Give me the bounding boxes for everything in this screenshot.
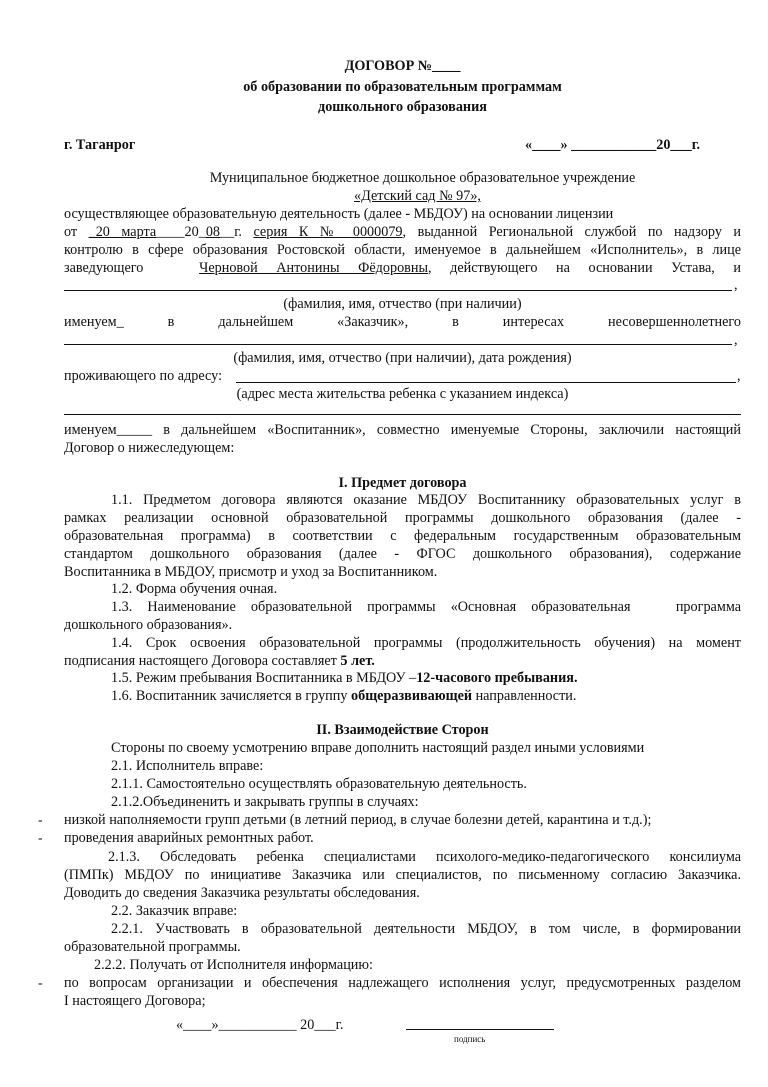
org-name-line2: «Детский сад № 97», [354,188,481,204]
bullet-dash: - [38,976,43,991]
pupil-line: именуем_____ в дальнейшем «Воспитанник», совместно именуемые Стороны, заключили настоящий [64,422,741,438]
text: заведующего [64,260,162,276]
document-title: ДОГОВОР №____ [344,58,461,74]
text: , выданной Региональной службой по надзору и [402,224,742,240]
text: направленности. [472,688,577,704]
signature-label: подпись [454,1034,486,1044]
preamble-line3: осуществляющее образовательную деятельность (далее - МБДОУ) на основании лицензии [64,206,614,222]
text: , действующего на основании Устава, и [428,260,741,276]
document-subtitle-2: дошкольного образования [318,99,487,115]
clause-1-1: 1.1. Предметом договора являются оказание МБДОУ Воспитаннику образовательных услуг в [111,492,741,508]
address-blank[interactable] [236,382,736,383]
clause-1-4: 1.4. Срок освоения образовательной программы (продолжительность обучения) на момент [111,635,741,651]
city: г. Таганрог [64,137,136,153]
bullet-item: низкой наполняемости групп детьми (в летний период, в случае болезни детей, карантина и т.д.); [64,812,652,828]
bullet-dash: - [38,831,43,846]
text: подписания настоящего Договора составляет [64,653,341,669]
document-subtitle-1: об образовании по образовательным программам [243,79,562,95]
stay-mode: 12-часового пребывания. [416,670,578,686]
text: __г. [220,224,254,240]
clause-2-1: 2.1. Исполнитель вправе: [111,758,264,774]
bullet-dash: - [38,813,43,828]
customer-name-blank[interactable] [64,290,732,291]
clause-2-2-1: 2.2.1. Участвовать в образовательной деятельности МБДОУ, в том числе, в формировании [111,921,741,937]
bullet-item: I настоящего Договора; [64,993,206,1009]
clause-1-3: дошкольного образования». [64,617,233,633]
signature-line[interactable] [406,1029,554,1030]
clause-1-5 [64,670,741,687]
license-year: 08 [205,224,220,240]
clause-2-1-3: 2.1.3. Обследовать ребенка специалистами психолого-медико-педагогического консилиума [108,849,741,865]
director-name: Черновой Антонины Фёдоровны [199,260,428,276]
clause-1-1: образовательная программа) в соответствии с федеральным государственным образовательным [64,528,741,544]
pupil-line-2: Договор о нижеследующем: [64,440,235,456]
text: 1.6. Воспитанник зачисляется в группу [111,688,352,704]
clause-1-1: стандартом дошкольного образования (далее - ФГОС дошкольного образования), содержание [64,546,741,562]
text: ____20_ [156,224,206,240]
clause-1-1: Воспитанника в МБДОУ, присмотр и уход за Воспитанником. [64,564,438,580]
child-name-blank[interactable] [64,344,732,345]
clause-2-2-2: 2.2.2. Получать от Исполнителя информацию: [94,957,373,973]
clause-2-1-1: 2.1.1. Самостоятельно осуществлять образовательную деятельность. [111,776,527,792]
section-2-heading: II. Взаимодействие Сторон [316,722,489,738]
group-type: общеразвивающей [351,688,473,704]
preamble-line5: контролю в сфере образования Ростовской области, именуемое в дальнейшем «Исполнитель», в лице [64,242,741,258]
address-label: проживающего по адресу: [64,368,223,384]
bullet-item: проведения аварийных ремонтных работ. [64,830,314,846]
clause-2-2-1: образовательной программы. [64,939,241,955]
clause-2-1-3: (ПМПк) МБДОУ по инициативе Заказчика или специалистов, по письменному согласию Заказчика. [64,867,741,883]
hint-fio: (фамилия, имя, отчество (при наличии) [283,296,522,312]
bullet-item: по вопросам организации и обеспечения надлежащего исполнения услуг, предусмотренных разделом [64,975,741,991]
section-1-heading: I. Предмет договора [338,475,467,491]
footer-date-blank: «____»___________ 20___г. [176,1017,344,1033]
section-2-intro: Стороны по своему усмотрению вправе дополнить настоящий раздел иными условиями [111,740,645,756]
text: от [64,224,89,240]
customer-line: именуем_ в дальнейшем «Заказчик», в интересах несовершеннолетнего [64,314,741,330]
hint-address: (адрес места жительства ребенка с указанием индекса) [236,386,569,402]
comma: , [734,277,738,293]
address-blank-2[interactable] [64,414,741,415]
comma: , [737,368,741,384]
duration: 5 лет. [340,653,375,669]
comma: , [734,332,738,348]
text: 1.5. Режим пребывания Воспитанника в МБДОУ – [111,670,417,686]
date-blank: «____» ____________20___г. [525,137,701,153]
clause-1-2: 1.2. Форма обучения очная. [111,581,278,597]
license-date: _20 марта [88,224,157,240]
clause-2-1-3: Доводить до сведения Заказчика результаты обследования. [64,885,420,901]
clause-1-4 [64,653,741,670]
clause-1-3: 1.3. Наименование образовательной программы «Основная образовательная программа [111,599,741,615]
clause-2-2: 2.2. Заказчик вправе: [111,903,238,919]
org-name-line1: Муниципальное бюджетное дошкольное образовательное учреждение [209,170,636,186]
hint-fio-birth: (фамилия, имя, отчество (при наличии), дата рождения) [233,350,572,366]
director-line [64,260,741,277]
clause-2-1-2: 2.1.2.Объединенить и закрывать группы в случаях: [111,794,419,810]
clause-1-1: рамках реализации основной образовательной программы дошкольного образования (далее - [64,510,741,526]
license-line [64,224,741,241]
license-series: серия К № 0000079 [253,224,403,240]
clause-1-6 [64,688,741,705]
